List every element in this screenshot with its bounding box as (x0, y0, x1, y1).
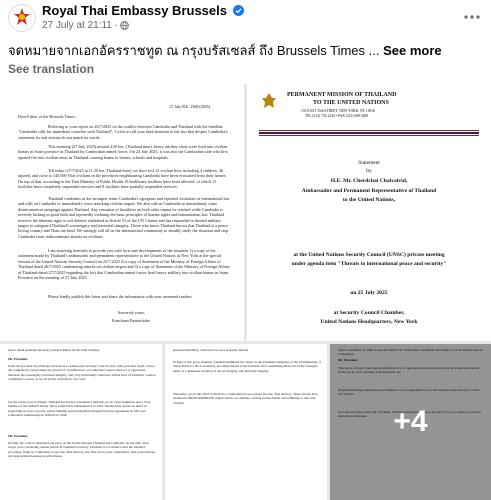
statement-occasion-1: at the United Nations Security Council (UNSC) private meeting (293, 252, 445, 258)
statement-name: H.E. Mr. Cherdchai Chaivaivid, (330, 178, 408, 184)
page-avatar[interactable] (8, 4, 36, 32)
page3-text-3: Let me set the record straight. Thailand has always considered Cambodia as our close neighbour and a close member of the ASEAN family. Since Cambodia's independence in 1953, Thailand has spared no effort in supporting its peace process, nation-building and development through the Paris Agreement in 1991 and Cambodia's membership in ASEAN in 1999. (8, 400, 151, 417)
page5-text-2: This series of unprovoked and premeditated acts of aggression and armed attacks by the Cambodian armed forces are in clear violation of international law. (338, 366, 480, 375)
letter-paragraph-5: I am attaching herewith to provide you with facts and developments of the situation 1) a copy of the statement made by Thailand's ambassador and permanent representative to the United Nations in New York at the special session of the United Nations Security Council on 25/7/2025 2) a copy of Statement of the Ministry of Foreign Affairs of Thailand dated 26/7/2025 condemning attacks on civilian targets and 3) a copy of Statement of the Ministry of Foreign Affairs of Thailand dated 27/7/2025 regarding the fact that Cambodian armed forces fired heavy artillery into civilian homes in Surin Province on the morning of 27 July 2025. (18, 248, 230, 281)
statement-date: on 25 July 2025 (350, 290, 388, 296)
garuda-emblem-icon (261, 92, 277, 110)
post-timestamp[interactable]: 27 July at 21:11 · (42, 20, 118, 31)
letter-paragraph-6: Please kindly publish this letter and share the information with your esteemed readers. (48, 294, 193, 299)
letter-paragraph-1: Referring to your report on 26/7/2025 on the conflict between Cambodia and Thailand with the headline "Cambodia calls for immediate ceasefire with Thailand", I wish to call your kind attention to the fact that despite Cambodia's statement, its real actions do not match its words. (18, 124, 228, 140)
page5-text-1: States Convention of 1949, in specific Article 30 of the Paris Convention and Article 14 of the Fourth Geneva Convention. (338, 348, 483, 357)
photo-letter[interactable] (0, 84, 244, 341)
statement-to: to the United Nations, (342, 197, 396, 203)
photo-statement-page-2[interactable] (0, 344, 162, 500)
page5-text-3: Despite increasing armed tensions, Thailand is now compelled to act in self-defense under Article 51 of the UN Charter. (338, 388, 480, 397)
ellipsis-icon (464, 15, 480, 19)
globe-icon (120, 21, 129, 30)
post-caption (8, 40, 488, 61)
thai-emblem-icon (9, 5, 35, 31)
statement-heading: Statement (358, 160, 380, 166)
page3-heading-2: Mr. President, (8, 434, 29, 438)
letter-paragraph-2: This morning (27 July 2025) around 4:50 hrs. (Thailand time), heavy artillery shots were fired into civilian homes in Surin province in Thailand by Cambodian armed forces. On 24 July 2025, it was also the Cambodian side who first opened fire into civilian areas in Thailand, causing harms to homes, schools and hospitals. (18, 144, 228, 160)
statement-role: Ambassador and Permanent Representative of Thailand (301, 188, 437, 194)
photo-statement-page-4[interactable] (330, 344, 491, 500)
page3-text-2: It has always been my privilege and honour to address the Security Council. Now, with profound regret, today I am compelled to speak under the gravest of circumstances, as Cambodia's unprovoked act of aggression threatens the sovereignty, territorial integrity, and, very importantly, innocent civilian lives of Thailand, a nation committed to peace, as we all in this room know very well. (8, 364, 156, 381)
page5-heading: Mr. President, (338, 358, 359, 362)
see-translation-link[interactable]: See translation (8, 62, 95, 76)
page3-text-4: On May 28, contract skirmish took place on the border between Thailand and Cambodia. At the time, Thai troops were conducting routine patrols in Thailand's territory. Thailand, in accordance with the standard procedure, firing by Cambodian troops into Thai territory, the Thai forces were compelled to take proportionate and appropriate measures in self-defense. (8, 441, 155, 458)
statement-by: by (366, 168, 372, 174)
mission-title-line-2: TO THE UNITED NATIONS (313, 100, 389, 106)
letter-closing: Sincerely yours, (118, 310, 146, 315)
page4-text-2: In light of this grave situation, Thailand submitted two letters to the President-Designate of the 22nd Meeting of States Parties to the Convention, providing details of the incidents and condemning these acts in the strongest terms as a deliberate violation of our sovereignty and territorial integrity. (173, 360, 321, 373)
page-name-link[interactable]: Royal Thai Embassy Brussels (42, 3, 244, 18)
mission-address: 135 EAST 35th STREET, NEW YORK, NY 10016 (301, 109, 375, 113)
caption-text: จดหมายจากเอกอัครราชทูต ณ กรุงบรัสเซลส์ ถึง Brussels Times ... (8, 43, 380, 58)
photo-grid (0, 84, 491, 500)
more-photos-overlay[interactable] (330, 344, 491, 500)
letter-paragraph-4: Thailand condemns in the strongest terms Cambodia's egregious and repeated violations of international law and calls on Cambodia to immediately cease attacking civilian targets. We also call on Cambodia to immediately cease disinformation campaign against Thailand. Any cessation of hostilities on both sides cannot be reached while Cambodia is severely lacking in good faith and repeatedly violating the basic principles of human rights and humanitarian law. Thailand reserves the inherent right to self defense enshrined in Article 51 of the UN Charter and has responded to limited military targets to safeguard Thailand's sovereignty and territorial integrity. Those who know Thailand knows that Thailand is a peace-loving country and Thais are kind. We strongly call all on the international community to steadily study the situation and stop Cambodia from indiscriminate attacks on civilians. (18, 196, 230, 239)
photo-statement[interactable] (247, 84, 491, 341)
post-meta (42, 20, 129, 31)
thai-flag-stripe (259, 130, 479, 136)
statement-occasion-2: under agenda item "Threats to international peace and security" (291, 261, 447, 267)
mission-title-line-1: PERMANENT MISSION OF THAILAND (287, 92, 397, 98)
mission-tel: TEL (212) 754-2230 • FAX (212) 688-3029 (305, 114, 369, 118)
photo-statement-page-3[interactable] (165, 344, 327, 500)
see-more-link[interactable]: See more (383, 43, 442, 58)
verified-badge-icon (233, 5, 244, 16)
letter-date: 27 July B.E. 2568 (2025) (169, 104, 210, 109)
statement-venue-2: United Nations Headquarters, New York (320, 319, 418, 325)
more-photos-count: +4 (393, 405, 428, 438)
page3-text-1: and to thank Assistant Secretary-General Khiari for his brief briefing. (8, 348, 100, 352)
page3-heading: Mr. President, (8, 357, 29, 361)
page4-text-1: persistent disability, while the rest were seriously injured. (173, 348, 249, 352)
letter-signer: Kanchana Patarachoke (112, 318, 151, 323)
letter-salutation: Dear Editor of the Brussels Times, (18, 114, 76, 119)
letter-paragraph-3: Till today (27/7/2025 at 11.30 hrs. Thailand time), we have lost 13 civilian lives including 4 children, 36 injured, and close to 140,000 Thai civilians in the provinces neighbouring Cambodia have been evacuated from their homes. On top of that, according to the Thai Ministry of Public Health,19 healthcare facilities have been affected, of which 11 facilities have completely suspended services and 8 facilities have partially suspended services. (18, 168, 227, 190)
page5-text-4: As a peace-loving nation, Mr. President, Thailand categorically rejects the use of force as a means to resolve international disputes. (338, 410, 481, 419)
post-options-button[interactable] (461, 6, 483, 28)
post-header (0, 0, 491, 34)
page4-text-3: Thereafter, on 24 July 2025 at 08.20 hrs, Cambodian troops opened fire into Thai territory. These attacks have resulted in INDISCRIMINATE armed attacks on civilians, causing serious harms and sufferings to innocent civilians. (173, 392, 319, 405)
statement-venue-1: at Security Council Chamber, (333, 310, 405, 316)
